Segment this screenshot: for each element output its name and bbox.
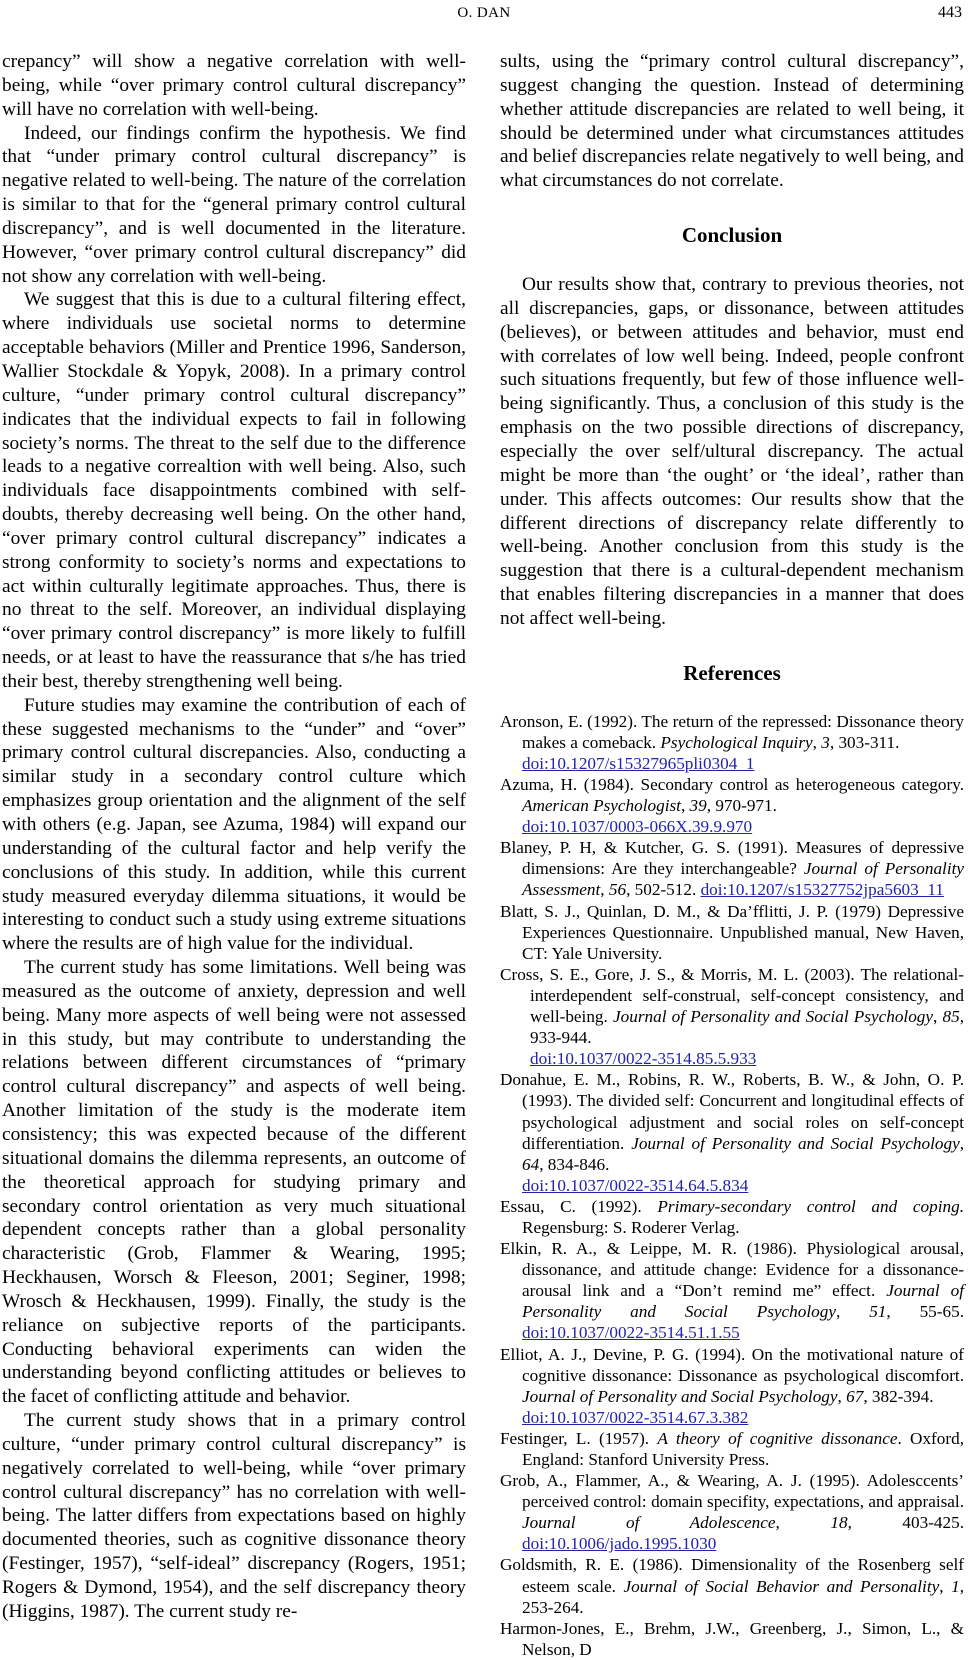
reference-text-run: ,: [933, 1007, 943, 1027]
reference-entry: [500, 1238, 964, 1343]
reference-italic-run: 51: [869, 1302, 887, 1322]
reference-text-run: , 303-311.: [829, 732, 900, 752]
reference-entry: [500, 837, 964, 900]
reference-text-run: , 502-512.: [626, 880, 701, 900]
paragraph-continued-from-left: sults, using the “primary control cultural discrepancy”, suggest changing the question. Instead of determining whether attitude discrepancies are related to well being, it should be determined under what circumstances attitudes and belief discrepancies relate negatively to well being, and what circumstances do not correlate.: [500, 51, 964, 192]
spacer-before-conclusion: [500, 193, 964, 223]
reference-text-run: Harmon-Jones, E., Brehm, J.W., Greenberg, J., Simon, L., & Nelson, D: [500, 1618, 964, 1659]
reference-italic-run: Journal of Social Behavior and Personality: [623, 1576, 940, 1596]
reference-italic-run: Psychological Inquiry: [660, 732, 813, 752]
reference-text-run: , 403-425.: [847, 1513, 964, 1533]
reference-text-run: Aronson, E. (1992). The return of the repressed: Dissonance theory makes a comeback.: [500, 711, 964, 752]
doi-link[interactable]: doi:10.1006/jado.1995.1030: [522, 1534, 717, 1554]
doi-link[interactable]: doi:10.1207/s15327752jpa5603_11: [700, 880, 944, 900]
reference-text-run: ,: [959, 1133, 964, 1153]
reference-italic-run: Journal of Personality and Social Psychology: [613, 1007, 934, 1027]
reference-italic-run: 64: [522, 1154, 540, 1174]
reference-entry: [500, 964, 964, 1069]
reference-text-run: ,: [812, 732, 822, 752]
reference-italic-run: 1: [951, 1576, 960, 1596]
reference-entry: [500, 1618, 964, 1660]
references-heading: References: [683, 660, 781, 685]
reference-italic-run: Journal of Personality and Social Psychology: [631, 1133, 960, 1153]
paragraph: The current study has some limitations. Well being was measured as the outcome of anxiety, depression and well being. Many more aspects of well being were not assessed in this study, but may contribute to understanding the relations between different circumstances of “primary control cultural discrepancy” and aspects of well being. Another limitation of the study is the moderate item consistency; this was expected because of the different situational domains the dilemma represents, an outcome of the theoretical approach for studying primary and secondary control orientation as very much situational dependent concepts rather than a global personality characteristic (Grob, Flammer & Wearing, 1995; Heckhausen, Worsch & Fleeson, 2001; Seginer, 1998; Wrosch & Heckhausen, 1999). Finally, the study is the reliance on subjective reports of the participants. Conducting behavioral experiments can widen the understanding beyond conflicting attitudes or believes to the facet of conflicting attitude and behavior.: [2, 957, 466, 1408]
reference-text-run: Blatt, S. J., Quinlan, D. M., & Da’fflitti, J. P. (1979) Depressive Experiences Questionnaire. Unpublished manual, New Haven, CT: Yale University.: [500, 901, 964, 963]
conclusion-heading: Conclusion: [681, 223, 783, 248]
reference-entry: [500, 1344, 964, 1428]
reference-italic-run: Journal of Personality Assessment: [522, 859, 965, 900]
running-head: [0, 0, 968, 30]
reference-text-run: Grob, A., Flammer, A., & Wearing, A. J. (1995). Adolesccents’ perceived control: domain specifity, expectations, and appraisal.: [500, 1471, 964, 1512]
reference-text-run: ,: [939, 1576, 952, 1596]
reference-entry: [500, 774, 964, 837]
reference-text-run: Blaney, P. H, & Kutcher, G. S. (1991). Measures of depressive dimensions: Are they interchangeable?: [500, 838, 964, 879]
paragraph: Indeed, our findings confirm the hypothesis. We find that “under primary control cultural discrepancy” is negative related to well-being. The nature of the correlation is similar to that for the “general primary control cultural discrepancy”, and is well documented in the literature. However, “over primary control cultural discrepancy” did not show any correlation with well-being.: [2, 122, 466, 287]
reference-text-run: ,: [680, 796, 690, 816]
reference-italic-run: Primary-secondary control and coping.: [657, 1196, 964, 1216]
reference-italic-run: 85: [942, 1007, 960, 1027]
reference-text-run: Goldsmith, R. E. (1986). Dimensionality of the Rosenberg self esteem scale.: [500, 1555, 964, 1596]
right-column: [500, 50, 966, 1660]
reference-italic-run: 39: [689, 796, 707, 816]
reference-text-run: ,: [837, 1386, 847, 1406]
reference-italic-run: Journal of Personality and Social Psychology: [522, 1281, 965, 1322]
reference-italic-run: 56: [608, 880, 627, 900]
reference-entry: [500, 1428, 964, 1470]
doi-link[interactable]: doi:10.1037/0022-3514.85.5.933: [530, 1049, 757, 1069]
reference-text-run: , 382-394.: [863, 1386, 934, 1406]
reference-text-run: Regensburg: S. Roderer Verlag.: [522, 1217, 740, 1237]
reference-text-run: Festinger, L. (1957).: [500, 1428, 658, 1448]
reference-italic-run: Journal of Personality and Social Psychology: [522, 1386, 838, 1406]
spacer-after-conclusion: [500, 247, 964, 273]
running-head-author: O. DAN: [457, 5, 511, 21]
reference-text-run: ,: [775, 1513, 831, 1533]
reference-text-run: Essau, C. (1992).: [500, 1196, 658, 1216]
reference-entry: [500, 1196, 964, 1238]
reference-text-run: , 253-264.: [522, 1576, 964, 1617]
two-column-body: [0, 50, 968, 1660]
reference-text-run: , 834-846.: [539, 1154, 610, 1174]
left-column-paragraphs: [2, 50, 466, 1624]
reference-text-run: Azuma, H. (1984). Secondary control as heterogeneous category.: [500, 775, 964, 794]
paragraph: Future studies may examine the contribution of each of these suggested mechanisms to the “under” and “over” primary control cultural discrepancies. Also, conducting a similar study in a secondary control culture which emphasizes group orientation and the alignment of the self with others (e.g. Japan, see Azuma, 1984) will expand our understanding of the cultural factor and help verify the conclusions of this study. In addition, while this current study measured everyday dilemma situations, it would be interesting to conduct such a study using extreme situations where the results are of high value for the individual.: [2, 694, 466, 955]
reference-text-run: Elkin, R. A., & Leippe, M. R. (1986). Physiological arousal, dissonance, and attitude change: Evidence for a dissonance-arousal link and a “Don’t remind me” effect.: [500, 1239, 964, 1301]
reference-italic-run: American Psychologist: [522, 796, 681, 816]
reference-italic-run: 67: [846, 1386, 864, 1406]
reference-entry: [500, 1069, 964, 1196]
doi-link[interactable]: doi:10.1037/0022-3514.67.3.382: [522, 1407, 749, 1427]
reference-entry: [500, 711, 964, 774]
reference-italic-run: 18: [830, 1513, 848, 1533]
left-column: [0, 50, 466, 1660]
reference-text-run: Donahue, E. M., Robins, R. W., Roberts, B. W., & John, O. P. (1993). The divided self: Concurrent and longitudinal effects of psychological adjustment and social roles on self-concept differentiation.: [500, 1070, 964, 1153]
conclusion-paragraph: Our results show that, contrary to previous theories, not all discrepancies, gaps, or dissonance, between attitudes (believes), or between attitudes and behavior, must end with correlates of low well being. Indeed, people confront such situations frequently, but few of those influence well-being significantly. Thus, a conclusion of this study is the emphasis on the two possible directions of discrepancy, especially the over self/ultural discrepancy. The actual might be more than ‘the ought’ or ‘the ideal’, rather than under. This affects outcomes: Our results show that the different directions of discrepancy relate differently to well-being. Another conclusion from this study is the suggestion that there is a cultural-dependent mechanism that enables filtering discrepancies in a manner that does not affect well-being.: [500, 274, 964, 629]
reference-text-run: , 55-65.: [886, 1302, 964, 1322]
reference-text-run: , 970-971.: [706, 796, 777, 816]
reference-italic-run: A theory of cognitive dissonance: [657, 1428, 898, 1448]
doi-link[interactable]: doi:10.1207/s15327965pli0304_1: [522, 753, 755, 773]
reference-text-run: Cross, S. E., Gore, J. S., & Morris, M. L. (2003). The relational- interdependent self-construal, self-concept consistency, and well-being.: [500, 964, 964, 1027]
paragraph: The current study shows that in a primary control culture, “under primary control cultural discrepancy” is negatively correlated to well-being, while “over primary control cultural discrepancy” has no correlation with well-being. The latter differs from expectations based on highly documented theories, such as cognitive dissonance theory (Festinger, 1957), “self-ideal” discrepancy (Rogers, 1951; Rogers & Dymond, 1954), and the self discrepancy theory (Higgins, 1987). The current study re-: [2, 1410, 466, 1622]
reference-italic-run: Journal of Adolescence: [522, 1513, 776, 1533]
reference-text-run: ,: [835, 1302, 870, 1322]
page-number: 443: [938, 4, 962, 21]
reference-list: [500, 711, 964, 1660]
reference-entry: [500, 1470, 964, 1554]
spacer-before-references: [500, 631, 964, 661]
reference-entry: [500, 901, 964, 964]
doi-link[interactable]: doi:10.1037/0003-066X.39.9.970: [522, 817, 753, 837]
doi-link[interactable]: doi:10.1037/0022-3514.51.1.55: [522, 1323, 740, 1343]
reference-text-run: Elliot, A. J., Devine, P. G. (1994). On the motivational nature of cognitive dissonance: Dissonance as psychological discomfort.: [500, 1344, 964, 1385]
reference-text-run: , 933-944.: [530, 1007, 964, 1048]
paragraph: crepancy” will show a negative correlation with well-being, while “over primary control cultural discrepancy” will have no correlation with well-being.: [2, 51, 466, 120]
doi-link[interactable]: doi:10.1037/0022-3514.64.5.834: [522, 1175, 749, 1195]
reference-italic-run: 3: [821, 732, 830, 752]
paragraph: We suggest that this is due to a cultural filtering effect, where individuals use societal norms to determine acceptable behaviors (Miller and Prentice 1996, Sanderson, Wallier Stockdale & Yopyk, 2008). In a primary control culture, “under primary control cultural discrepancy” indicates that the individual expects to fail in following society’s norms. The threat to the self due to the difference leads to a negative correaltion with well being. Also, such individuals face disappointments combined with self-doubts, thereby decreasing well being. On the other hand, “over primary control cultural discrepancy” indicates a strong conformity to society’s norms and expectations to act within culturally legitimate approaches. Thus, there is no threat to the self. Moreover, an individual displaying “over primary control discrepancy” is more likely to fulfill needs, or at least to have the reassurance that s/he has tried their best, thereby strengthening well being.: [2, 289, 466, 692]
reference-text-run: . Oxford, England: Stanford University Press.: [522, 1428, 964, 1469]
reference-text-run: ,: [600, 880, 609, 900]
spacer-after-references: [500, 685, 964, 711]
reference-entry: [500, 1554, 964, 1617]
